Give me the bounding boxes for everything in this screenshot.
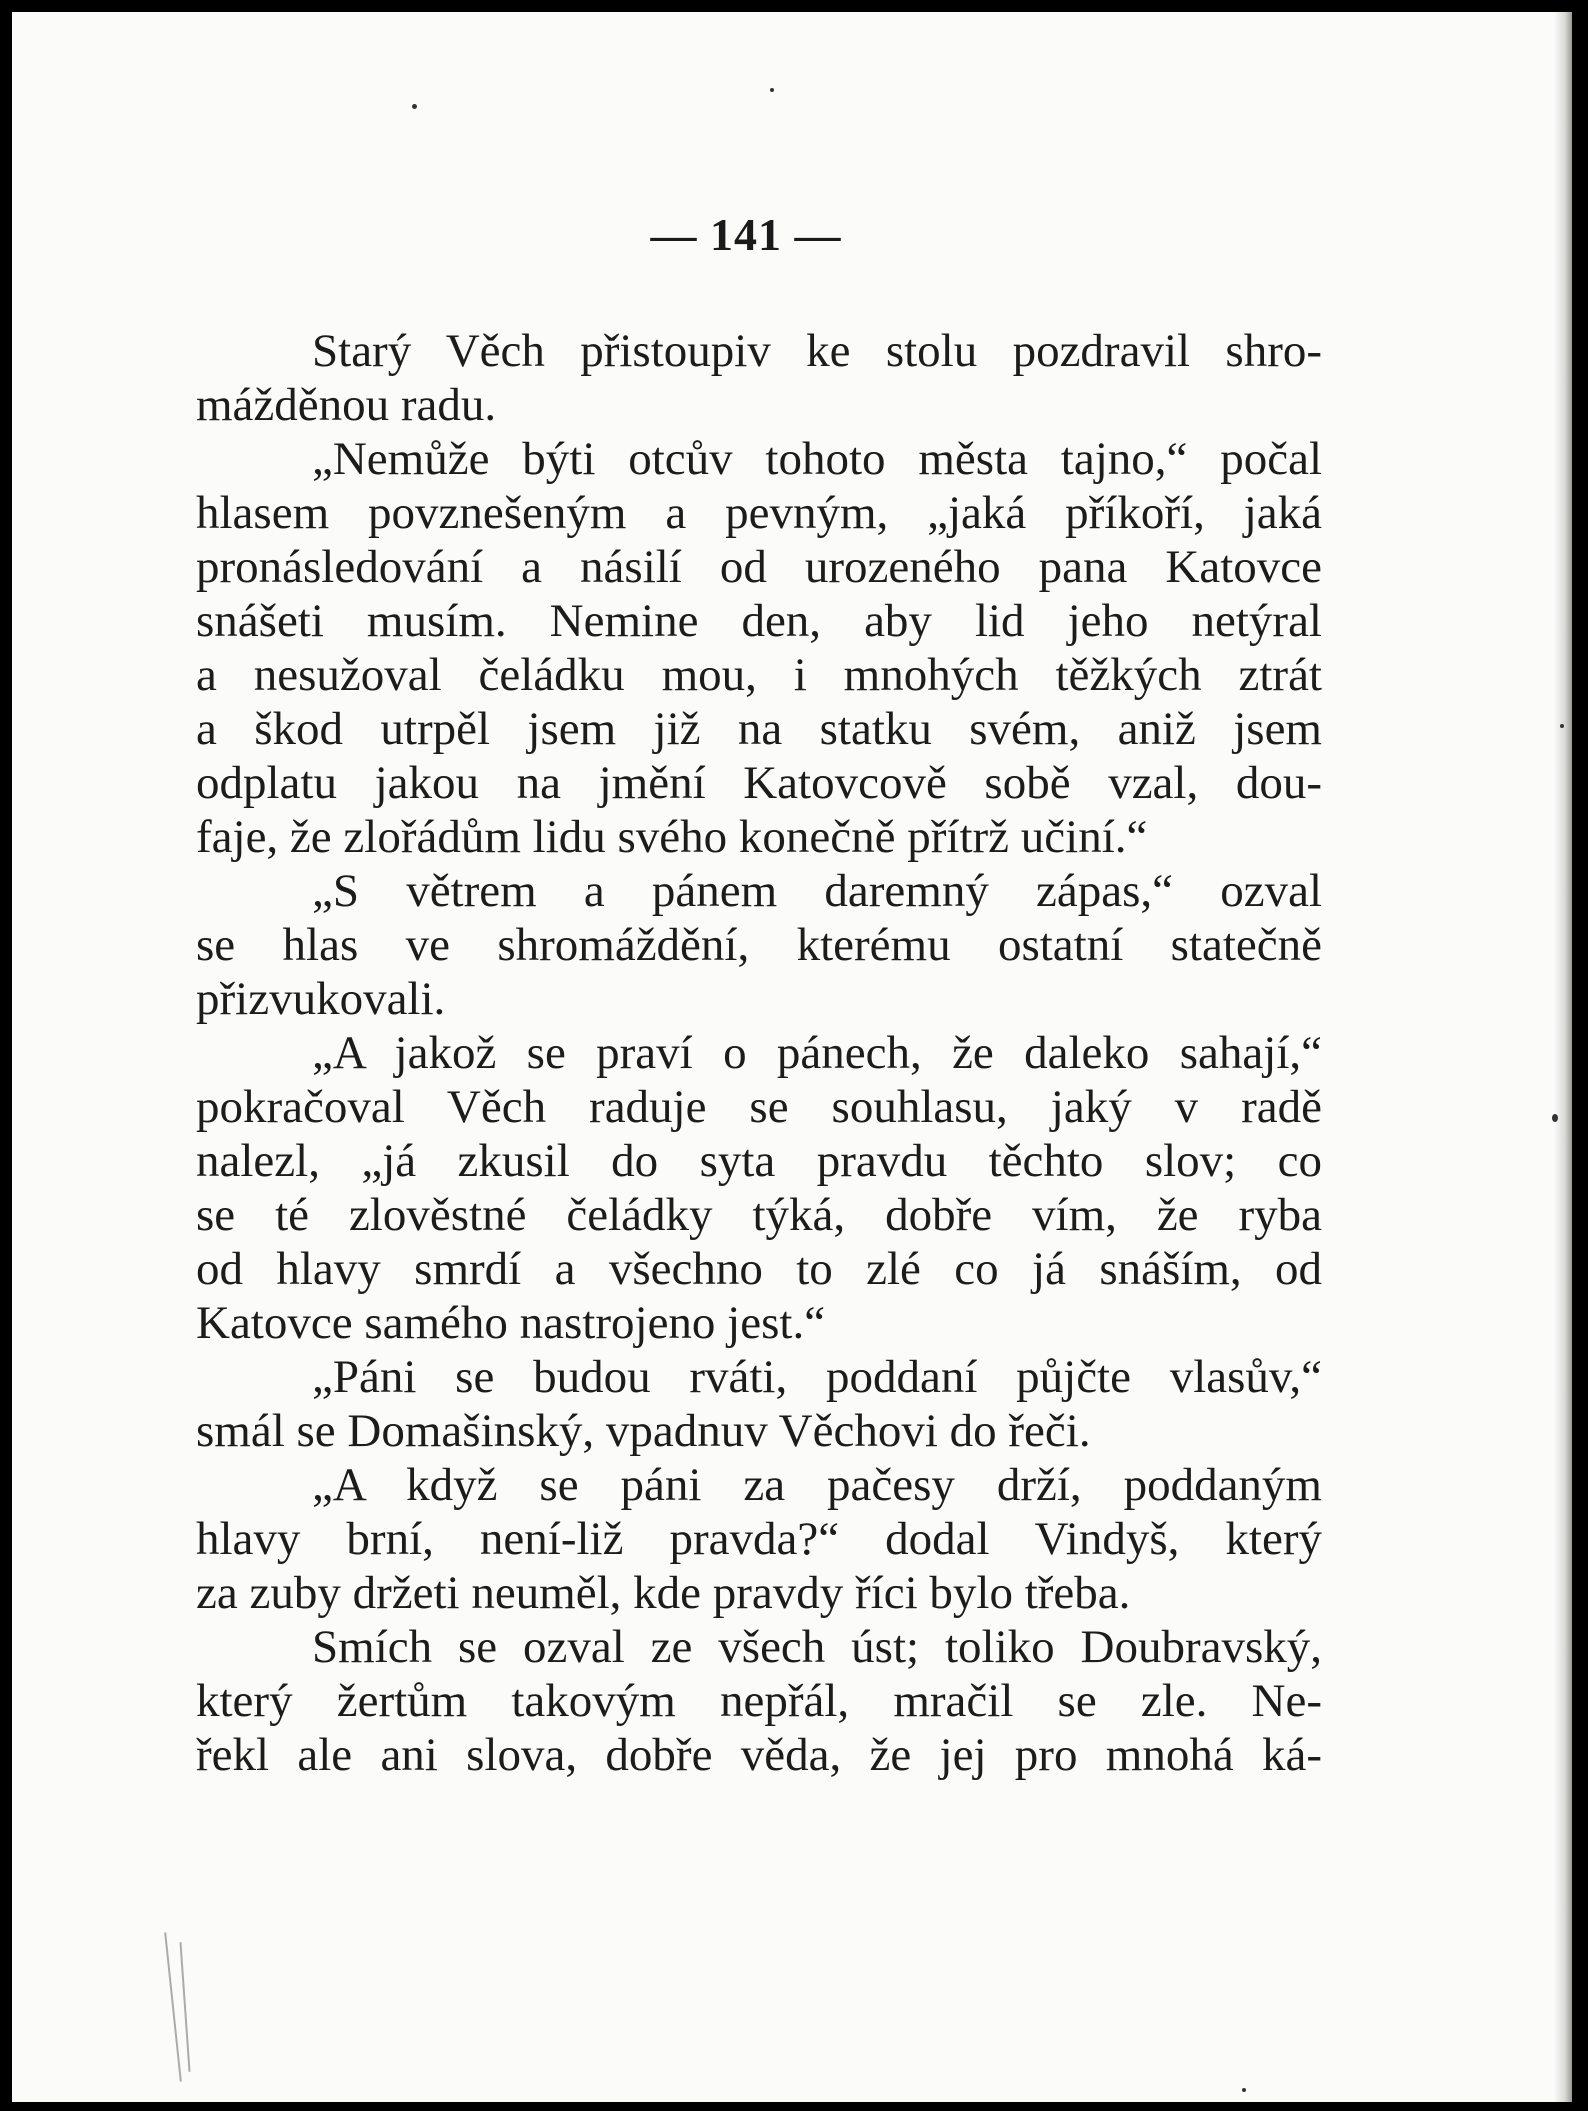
text-line: „A když se páni za pačesy drží, poddaným [312,1459,1322,1511]
text-line: mážděnou radu. [196,379,497,431]
body-text [196,324,1322,1782]
text-line: a nesužoval čeládku mou, i mnohých těžkých ztrát [196,649,1322,701]
page-number: — 141 — [650,209,842,260]
paper-scratch [164,1932,182,2081]
text-line: „A jakož se praví o pánech, že daleko sahají,“ [312,1027,1322,1079]
text-line: „Nemůže býti otcův tohoto města tajno,“ počal [312,433,1322,485]
print-speck [770,88,774,92]
print-speck [1242,2088,1246,2092]
print-speck [1560,724,1564,728]
page-edge-shadow [1554,12,1572,2102]
text-line: „S větrem a pánem daremný zápas,“ ozval [312,865,1322,917]
text-line: pokračoval Věch raduje se souhlasu, jaký v radě [196,1081,1322,1133]
text-line: který žertům takovým nepřál, mračil se zle. Ne- [196,1675,1322,1727]
text-line: Smích se ozval ze všech úst; toliko Doubravský, [312,1621,1322,1673]
print-speck [412,104,417,109]
print-speck [1552,1114,1558,1122]
text-line: řekl ale ani slova, dobře věda, že jej pro mnohá ká- [196,1729,1322,1781]
text-line: hlasem povznešeným a pevným, „jaká příkoří, jaká [196,487,1322,539]
text-line: odplatu jakou na jmění Katovcově sobě vzal, dou- [196,757,1322,809]
text-line: se hlas ve shromáždění, kterému ostatní statečně [196,919,1322,971]
text-line: Starý Věch přistoupiv ke stolu pozdravil shro- [312,325,1322,377]
text-line: za zuby držeti neuměl, kde pravdy říci bylo třeba. [196,1567,1131,1619]
text-line: a škod utrpěl jsem již na statku svém, aniž jsem [196,703,1322,755]
text-line: se té zlověstné čeládky týká, dobře vím, že ryba [196,1189,1322,1241]
text-line: pronásledování a násilí od urozeného pana Katovce [196,541,1322,593]
text-line: Katovce samého nastrojeno jest.“ [196,1297,826,1349]
text-line: smál se Domašinský, vpadnuv Věchovi do řeči. [196,1405,1091,1457]
text-line: snášeti musím. Nemine den, aby lid jeho netýral [196,595,1322,647]
paper-scratch [179,1942,190,2072]
text-line: faje, že zlořádům lidu svého konečně přítrž učiní.“ [196,811,1148,863]
text-line: nalezl, „já zkusil do syta pravdu těchto slov; co [196,1135,1322,1187]
text-line: „Páni se budou rváti, poddaní půjčte vlasův,“ [312,1351,1322,1403]
text-line: hlavy brní, není-liž pravda?“ dodal Vindyš, který [196,1513,1322,1565]
book-page [12,12,1572,2102]
text-line: od hlavy smrdí a všechno to zlé co já snáším, od [196,1243,1322,1295]
text-line: přizvukovali. [196,973,446,1025]
